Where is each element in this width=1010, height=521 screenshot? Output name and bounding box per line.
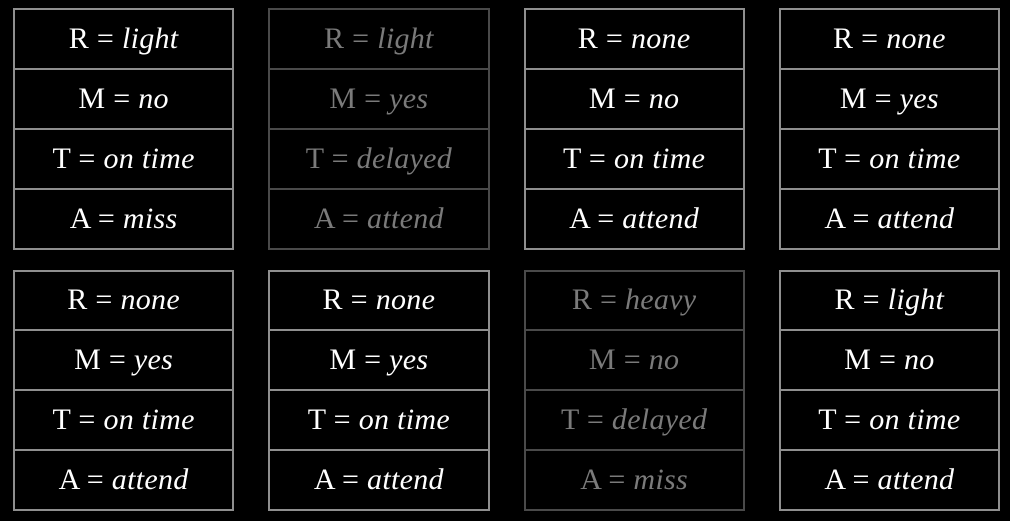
value-label: light bbox=[377, 21, 434, 55]
assignment-text bbox=[844, 345, 934, 375]
assignment-text bbox=[563, 141, 706, 175]
assignment-row bbox=[270, 391, 487, 451]
assignment-row bbox=[15, 130, 232, 190]
equals-sign: = bbox=[87, 283, 121, 317]
equals-sign: = bbox=[854, 283, 888, 317]
assignment-row bbox=[270, 331, 487, 391]
variable-label: A bbox=[58, 463, 79, 497]
case-card bbox=[524, 8, 745, 250]
assignment-text bbox=[59, 465, 189, 495]
assignment-row bbox=[781, 10, 998, 70]
equals-sign: = bbox=[105, 81, 139, 115]
equals-sign: = bbox=[70, 141, 104, 175]
equals-sign: = bbox=[844, 201, 878, 235]
equals-sign: = bbox=[598, 21, 631, 55]
assignment-row bbox=[526, 190, 743, 248]
equals-sign: = bbox=[866, 81, 900, 115]
assignment-text bbox=[67, 285, 180, 315]
assignment-text bbox=[314, 465, 444, 495]
value-label: miss bbox=[122, 201, 178, 235]
value-label: attend bbox=[367, 463, 444, 497]
assignment-text bbox=[589, 345, 679, 375]
equals-sign: = bbox=[836, 403, 870, 437]
assignment-text bbox=[53, 405, 195, 435]
assignment-row bbox=[781, 451, 998, 509]
equals-sign: = bbox=[344, 21, 378, 55]
value-label: attend bbox=[622, 201, 700, 235]
variable-label: A bbox=[824, 463, 845, 497]
assignment-text bbox=[78, 81, 169, 115]
assignment-row bbox=[526, 130, 743, 190]
assignment-text bbox=[824, 201, 955, 235]
value-label: none bbox=[375, 283, 436, 317]
assignment-row bbox=[526, 451, 743, 509]
assignment-row bbox=[781, 391, 998, 451]
value-label: yes bbox=[899, 81, 939, 115]
variable-label: R bbox=[577, 21, 599, 55]
equals-sign: = bbox=[70, 403, 104, 437]
variable-label: R bbox=[67, 283, 88, 317]
case-card bbox=[268, 8, 489, 250]
equals-sign: = bbox=[356, 81, 390, 115]
variable-label: R bbox=[68, 21, 90, 55]
assignment-row bbox=[15, 70, 232, 130]
assignment-text bbox=[569, 201, 700, 235]
variable-label: R bbox=[571, 283, 593, 317]
case-card bbox=[779, 270, 1000, 512]
assignment-row bbox=[270, 70, 487, 130]
value-label: on time bbox=[103, 141, 195, 175]
assignment-row bbox=[526, 10, 743, 70]
equals-sign: = bbox=[615, 81, 649, 115]
variable-label: M bbox=[839, 81, 867, 115]
variable-label: T bbox=[818, 141, 837, 175]
assignment-row bbox=[526, 272, 743, 332]
equals-sign: = bbox=[844, 463, 878, 497]
value-label: yes bbox=[389, 81, 429, 115]
assignment-text bbox=[329, 81, 429, 115]
case-card bbox=[13, 270, 234, 512]
value-label: none bbox=[630, 21, 691, 55]
variable-label: M bbox=[74, 343, 102, 377]
assignment-text bbox=[818, 141, 961, 175]
assignment-text bbox=[323, 285, 436, 315]
equals-sign: = bbox=[615, 343, 649, 377]
value-label: miss bbox=[633, 463, 688, 497]
assignment-text bbox=[824, 465, 954, 495]
value-label: heavy bbox=[624, 283, 697, 317]
variable-label: T bbox=[818, 403, 837, 437]
equals-sign: = bbox=[871, 343, 904, 377]
assignment-text bbox=[74, 345, 173, 375]
variable-label: M bbox=[329, 343, 357, 377]
equals-sign: = bbox=[78, 463, 112, 497]
value-label: no bbox=[903, 343, 935, 377]
assignment-text bbox=[818, 405, 960, 435]
assignment-row bbox=[15, 10, 232, 70]
variable-label: R bbox=[833, 21, 854, 55]
value-label: yes bbox=[133, 343, 174, 377]
variable-label: M bbox=[329, 81, 357, 115]
equals-sign: = bbox=[334, 463, 368, 497]
value-label: on time bbox=[613, 141, 706, 175]
value-label: no bbox=[138, 81, 169, 115]
variable-label: A bbox=[313, 463, 335, 497]
assignment-row bbox=[15, 272, 232, 332]
equals-sign: = bbox=[90, 201, 123, 235]
assignment-text bbox=[69, 201, 178, 235]
assignment-row bbox=[270, 451, 487, 509]
assignment-row bbox=[270, 272, 487, 332]
assignment-row bbox=[781, 331, 998, 391]
variable-label: M bbox=[78, 81, 106, 115]
assignment-row bbox=[781, 272, 998, 332]
value-label: none bbox=[120, 283, 180, 317]
assignment-row bbox=[526, 391, 743, 451]
variable-label: A bbox=[824, 201, 845, 235]
variable-label: A bbox=[69, 201, 91, 235]
value-label: none bbox=[886, 21, 946, 55]
assignment-text bbox=[329, 345, 428, 375]
assignment-row bbox=[15, 451, 232, 509]
assignment-text bbox=[68, 21, 179, 55]
value-label: delayed bbox=[356, 141, 453, 175]
equals-sign: = bbox=[853, 21, 887, 55]
variable-label: R bbox=[324, 21, 345, 55]
assignment-text bbox=[833, 21, 946, 55]
assignment-text bbox=[52, 141, 195, 175]
assignment-text bbox=[588, 81, 680, 115]
assignment-text bbox=[308, 405, 450, 435]
assignment-text bbox=[577, 21, 691, 55]
variable-label: R bbox=[322, 283, 343, 317]
value-label: on time bbox=[869, 141, 961, 175]
equals-sign: = bbox=[325, 403, 359, 437]
assignment-row bbox=[270, 130, 487, 190]
value-label: no bbox=[648, 343, 680, 377]
equals-sign: = bbox=[836, 141, 870, 175]
variable-label: A bbox=[313, 201, 335, 235]
value-label: on time bbox=[103, 403, 195, 437]
value-label: no bbox=[648, 81, 680, 115]
assignment-text bbox=[572, 285, 697, 315]
variable-label: T bbox=[52, 403, 71, 437]
equals-sign: = bbox=[592, 283, 625, 317]
value-label: attend bbox=[111, 463, 189, 497]
assignment-row bbox=[270, 190, 487, 248]
assignment-row bbox=[15, 391, 232, 451]
assignment-text bbox=[313, 201, 444, 235]
variable-label: T bbox=[560, 403, 580, 437]
assignment-text bbox=[835, 285, 945, 315]
assignment-text bbox=[324, 21, 434, 55]
value-label: attend bbox=[367, 201, 444, 235]
assignment-text bbox=[580, 465, 688, 495]
case-card bbox=[268, 270, 489, 512]
equals-sign: = bbox=[89, 21, 122, 55]
assignment-row bbox=[781, 70, 998, 130]
case-card bbox=[524, 270, 745, 512]
variable-label: M bbox=[844, 343, 872, 377]
equals-sign: = bbox=[334, 201, 368, 235]
variable-label: M bbox=[588, 81, 616, 115]
case-card bbox=[779, 8, 1000, 250]
case-card bbox=[13, 8, 234, 250]
variable-label: T bbox=[305, 141, 324, 175]
variable-label: M bbox=[588, 343, 616, 377]
assignment-row bbox=[526, 70, 743, 130]
value-label: yes bbox=[389, 343, 429, 377]
assignment-row bbox=[781, 190, 998, 248]
assignment-row bbox=[15, 331, 232, 391]
assignment-row bbox=[781, 130, 998, 190]
value-label: attend bbox=[877, 201, 955, 235]
equals-sign: = bbox=[356, 343, 390, 377]
value-label: light bbox=[887, 283, 945, 317]
equals-sign: = bbox=[589, 201, 623, 235]
assignment-row bbox=[15, 190, 232, 248]
assignment-row bbox=[270, 10, 487, 70]
value-label: on time bbox=[358, 403, 450, 437]
assignment-text bbox=[305, 141, 453, 175]
equals-sign: = bbox=[600, 463, 634, 497]
variable-label: R bbox=[834, 283, 855, 317]
variable-label: T bbox=[307, 403, 326, 437]
equals-sign: = bbox=[323, 141, 357, 175]
equals-sign: = bbox=[579, 403, 612, 437]
value-label: attend bbox=[877, 463, 955, 497]
equals-sign: = bbox=[101, 343, 134, 377]
value-label: on time bbox=[869, 403, 961, 437]
value-label: light bbox=[121, 21, 179, 55]
variable-label: A bbox=[569, 201, 590, 235]
variable-label: T bbox=[563, 141, 582, 175]
variable-label: T bbox=[52, 141, 71, 175]
assignment-row bbox=[526, 331, 743, 391]
assignment-text bbox=[839, 81, 939, 115]
equals-sign: = bbox=[342, 283, 376, 317]
variable-label: A bbox=[580, 463, 601, 497]
assignment-text bbox=[561, 405, 707, 435]
equals-sign: = bbox=[581, 141, 614, 175]
value-label: delayed bbox=[611, 403, 708, 437]
